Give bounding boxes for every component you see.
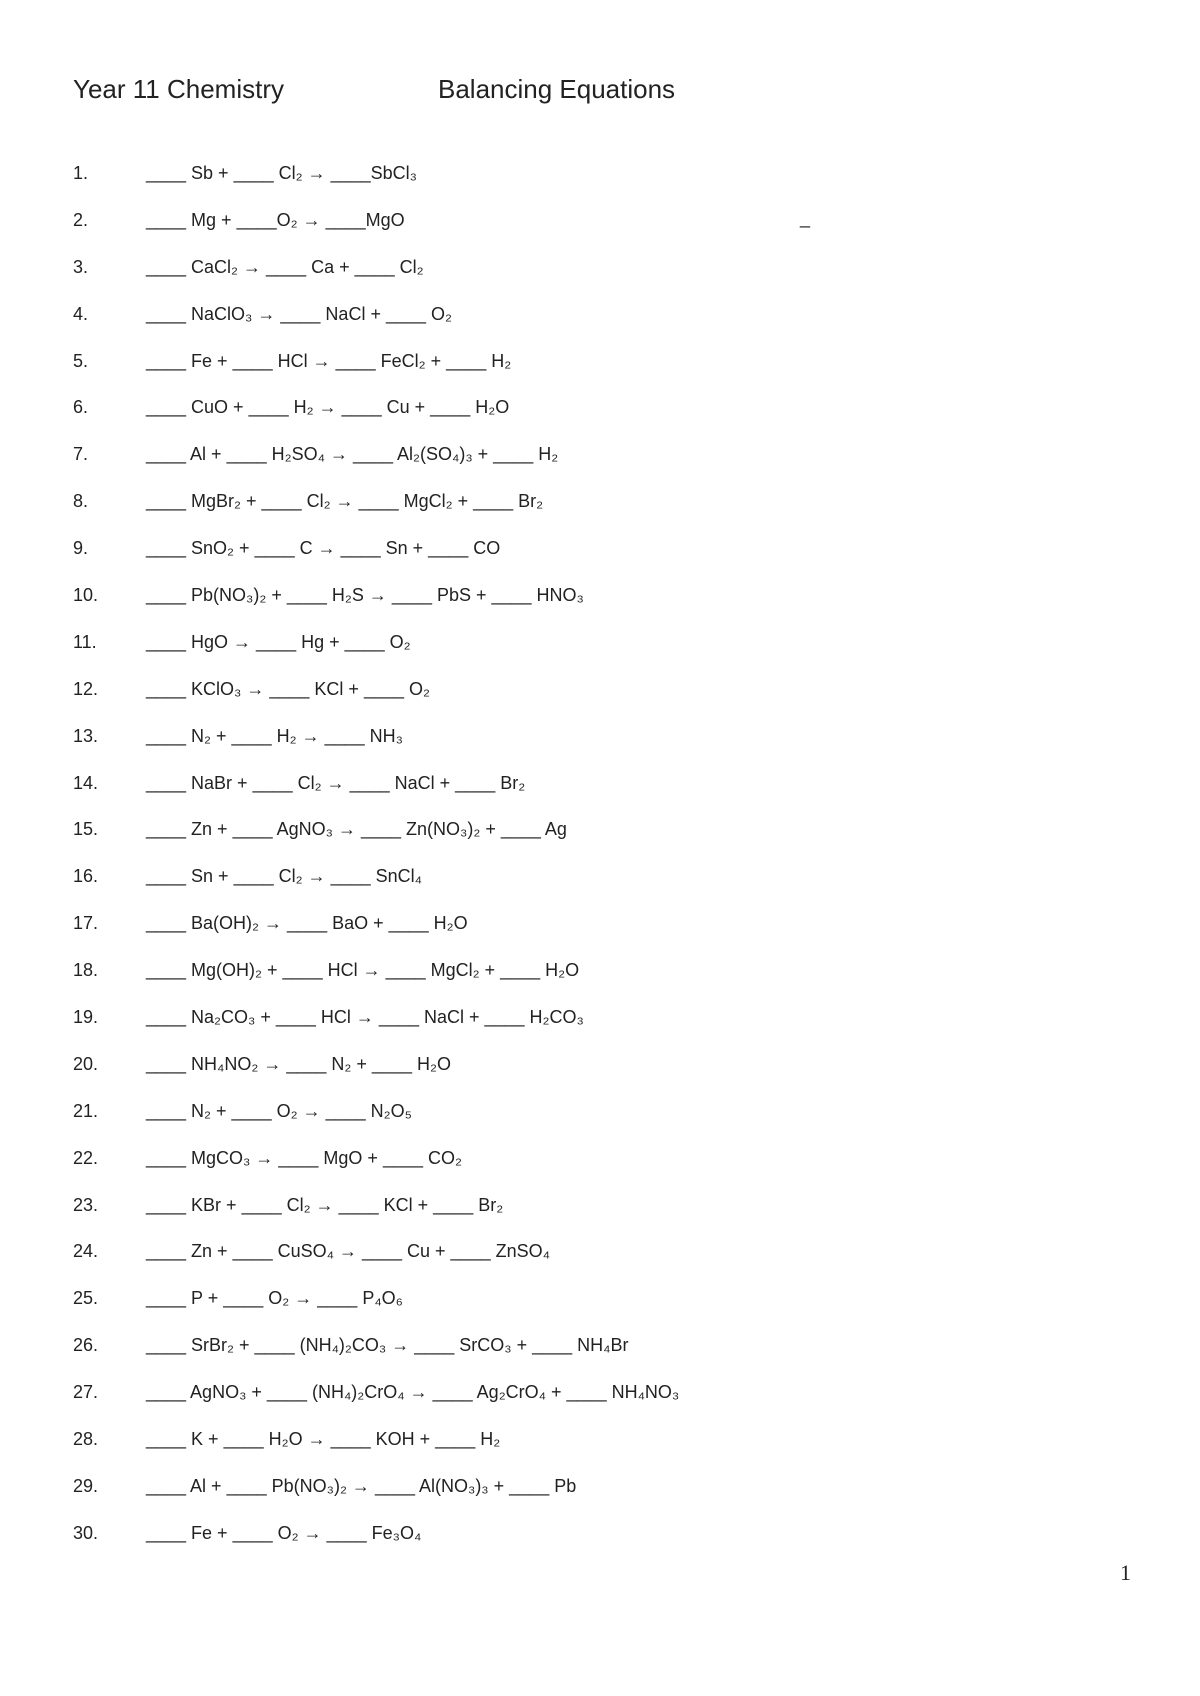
equation-text: ____ N₂ + ____ O₂ → ____ N₂O₅ <box>146 1100 412 1121</box>
equation-number: 11. <box>73 631 97 652</box>
equation-number: 2. <box>73 209 89 230</box>
equation-text: ____ CuO + ____ H₂ → ____ Cu + ____ H₂O <box>146 397 510 418</box>
equation-text: ____ Na₂CO₃ + ____ HCl → ____ NaCl + ____ H₂CO₃ <box>146 1007 584 1028</box>
equation-number: 17. <box>73 913 99 934</box>
equation-text: ____ K + ____ H₂O → ____ KOH + ____ H₂ <box>146 1429 501 1450</box>
equation-text: ____ Zn + ____ CuSO₄ → ____ Cu + ____ ZnSO₄ <box>146 1241 550 1262</box>
equation-number: 9. <box>73 538 89 559</box>
equation-number: 6. <box>73 397 89 418</box>
equation-number: 23. <box>73 1194 99 1215</box>
equation-number: 27. <box>73 1382 99 1403</box>
equation-text: ____ N₂ + ____ H₂ → ____ NH₃ <box>146 725 403 746</box>
worksheet-header <box>73 74 676 105</box>
equation-number: 30. <box>73 1522 99 1543</box>
equation-row <box>73 959 1123 1006</box>
equation-row <box>73 1334 1123 1381</box>
equation-text: ____ Al + ____ H₂SO₄ → ____ Al₂(SO₄)₃ + ____ H₂ <box>146 444 559 465</box>
equation-text: ____ KBr + ____ Cl₂ → ____ KCl + ____ Br₂ <box>146 1194 504 1215</box>
equation-row <box>73 396 1123 443</box>
equation-row <box>73 1194 1123 1241</box>
course-title: Year 11 Chemistry <box>73 74 284 104</box>
equation-row <box>73 912 1123 959</box>
page-number: 1 <box>1120 1560 1131 1585</box>
equation-number: 22. <box>73 1147 99 1168</box>
equation-text: ____ Zn + ____ AgNO₃ → ____ Zn(NO₃)₂ + ____ Ag <box>146 819 567 840</box>
equation-row <box>73 1053 1123 1100</box>
equation-number: 21. <box>73 1100 99 1121</box>
equation-text: ____ Al + ____ Pb(NO₃)₂ → ____ Al(NO₃)₃ + ____ Pb <box>146 1475 577 1496</box>
equation-number: 5. <box>73 350 89 371</box>
equation-text: ____ SnO₂ + ____ C → ____ Sn + ____ CO <box>146 538 501 559</box>
equation-row <box>73 631 1123 678</box>
equation-text: ____ Mg + ____O₂ → ____MgO <box>146 209 405 230</box>
equation-row <box>73 1522 1123 1569</box>
equation-number: 19. <box>73 1007 99 1028</box>
equation-number: 3. <box>73 256 89 277</box>
equation-text: ____ Sn + ____ Cl₂ → ____ SnCl₄ <box>146 866 423 887</box>
equation-row <box>73 162 1123 209</box>
equation-row <box>73 537 1123 584</box>
equation-row <box>73 350 1123 397</box>
equation-number: 13. <box>73 725 99 746</box>
equation-number: 28. <box>73 1429 99 1450</box>
equation-text: ____ Mg(OH)₂ + ____ HCl → ____ MgCl₂ + ____ H₂O <box>146 960 580 981</box>
equation-row <box>73 303 1123 350</box>
equation-number: 10. <box>73 585 99 606</box>
equation-number: 15. <box>73 819 99 840</box>
equation-number: 4. <box>73 303 89 324</box>
equation-number: 20. <box>73 1053 99 1074</box>
equation-number: 1. <box>73 163 89 183</box>
equation-row <box>73 1240 1123 1287</box>
equation-row <box>73 1006 1123 1053</box>
equation-text: ____ NaClO₃ → ____ NaCl + ____ O₂ <box>146 303 452 324</box>
equation-text: ____ NH₄NO₂ → ____ N₂ + ____ H₂O <box>146 1053 451 1074</box>
equation-number: 8. <box>73 491 89 512</box>
equation-row <box>73 865 1123 912</box>
equation-text: ____ AgNO₃ + ____ (NH₄)₂CrO₄ → ____ Ag₂CrO₄ + ____ NH₄NO₃ <box>146 1382 680 1403</box>
equation-text: ____ CaCl₂ → ____ Ca + ____ Cl₂ <box>146 256 424 277</box>
stray-mark: _ <box>800 208 811 228</box>
equation-text: ____ Fe + ____ HCl → ____ FeCl₂ + ____ H₂ <box>146 350 512 371</box>
equation-row <box>73 443 1123 490</box>
equation-text: ____ SrBr₂ + ____ (NH₄)₂CO₃ → ____ SrCO₃ + ____ NH₄Br <box>146 1335 629 1356</box>
equation-text: ____ Fe + ____ O₂ → ____ Fe₃O₄ <box>146 1522 422 1543</box>
equation-number: 16. <box>73 866 99 887</box>
equation-text: ____ Pb(NO₃)₂ + ____ H₂S → ____ PbS + ____ HNO₃ <box>146 585 584 606</box>
equation-number: 18. <box>73 960 99 981</box>
equation-row <box>73 209 1123 256</box>
equation-list <box>73 162 1123 1569</box>
equation-number: 25. <box>73 1288 99 1309</box>
equation-row <box>73 725 1123 772</box>
equation-text: ____ MgBr₂ + ____ Cl₂ → ____ MgCl₂ + ____ Br₂ <box>146 491 544 512</box>
equation-row <box>73 1381 1123 1428</box>
equation-row <box>73 1428 1123 1475</box>
equation-text: ____ Sb + ____ Cl₂ → ____SbCl₃ <box>146 163 417 183</box>
equation-row <box>73 818 1123 865</box>
equation-row <box>73 772 1123 819</box>
equation-row <box>73 490 1123 537</box>
equation-text: ____ Ba(OH)₂ → ____ BaO + ____ H₂O <box>146 913 468 934</box>
equation-row <box>73 256 1123 303</box>
topic-title: Balancing Equations <box>438 74 676 104</box>
equation-number: 26. <box>73 1335 99 1356</box>
equation-number: 24. <box>73 1241 99 1262</box>
equation-text: ____ HgO → ____ Hg + ____ O₂ <box>146 631 411 652</box>
equation-row <box>73 678 1123 725</box>
equation-row <box>73 584 1123 631</box>
equation-number: 29. <box>73 1475 99 1496</box>
equation-text: ____ P + ____ O₂ → ____ P₄O₆ <box>146 1288 403 1309</box>
equation-number: 14. <box>73 772 99 793</box>
equation-row <box>73 1475 1123 1522</box>
equation-row <box>73 1147 1123 1194</box>
equation-number: 7. <box>73 444 89 465</box>
equation-row <box>73 1287 1123 1334</box>
equation-text: ____ NaBr + ____ Cl₂ → ____ NaCl + ____ Br₂ <box>146 772 526 793</box>
equation-row <box>73 1100 1123 1147</box>
equation-text: ____ MgCO₃ → ____ MgO + ____ CO₂ <box>146 1147 462 1168</box>
equation-number: 12. <box>73 678 99 699</box>
equation-text: ____ KClO₃ → ____ KCl + ____ O₂ <box>146 678 430 699</box>
